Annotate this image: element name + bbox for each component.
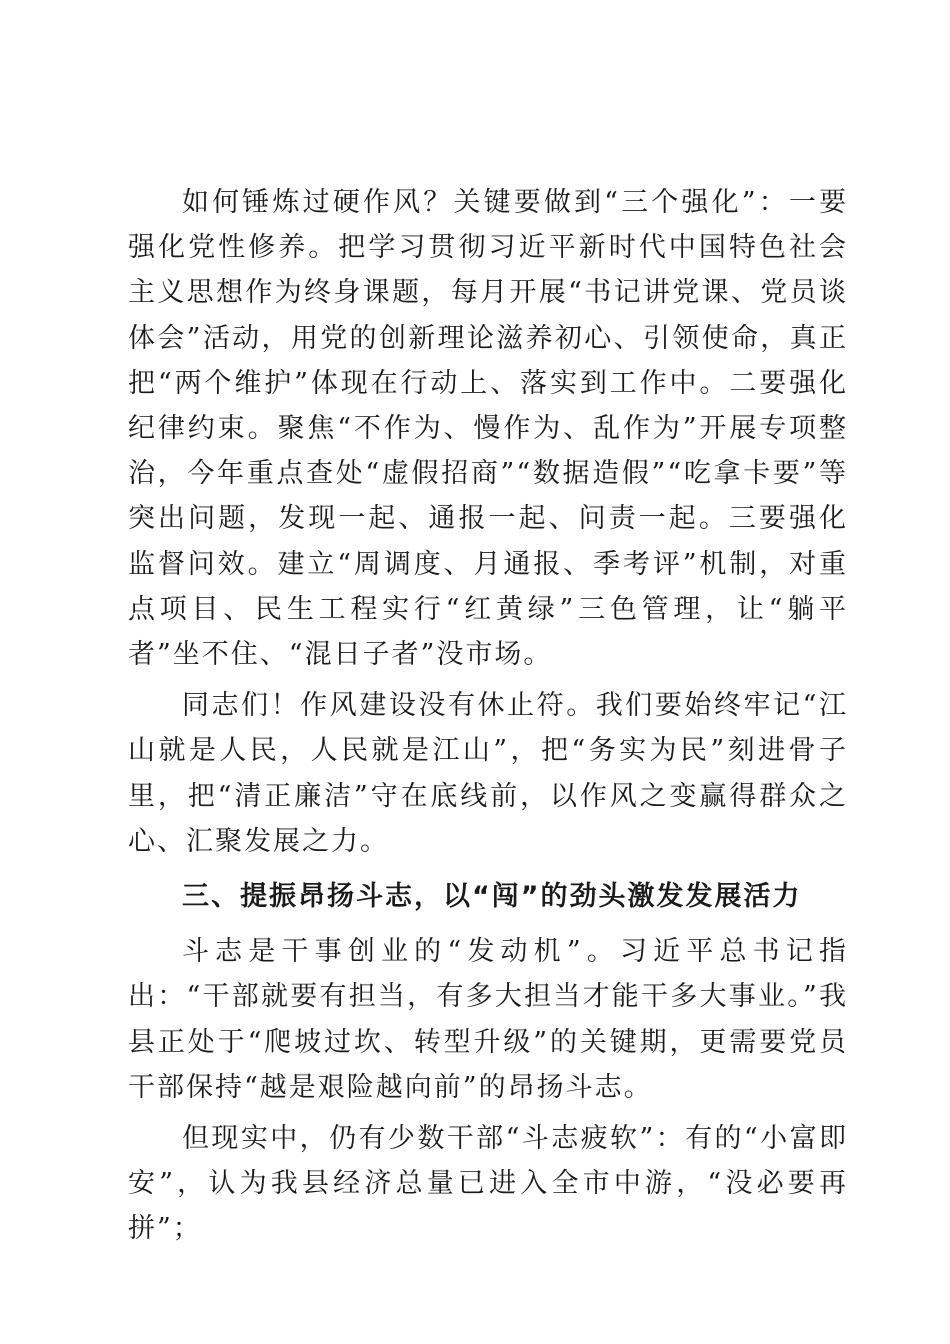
section-heading: 三、提振昂扬斗志，以“闯”的劲头激发发展活力 [182, 881, 802, 913]
paragraph-reality: 但现实中，仍有少数干部“斗志疲软”：有的“小富即安”，认为我县经济总量已进入全市中游，“没必要再拼”； [128, 1123, 848, 1245]
paragraph-fighting-spirit: 斗志是干事创业的“发动机”。习近平总书记指出：“干部就要有担当，有多大担当才能干多大事业。”我县正处于“爬坡过坎、转型升级”的关键期，更需要党员干部保持“越是艰险越向前”的昂扬斗志。 [128, 936, 848, 1103]
paragraph-comrades: 同志们！作风建设没有休止符。我们要始终牢记“江山就是人民，人民就是江山”，把“务实为民”刻进骨子里，把“清正廉洁”守在底线前，以作风之变赢得群众之心、汇聚发展之力。 [128, 690, 848, 857]
document-body [128, 180, 848, 1252]
paragraph-work-style: 如何锤炼过硬作风？关键要做到“三个强化”：一要强化党性修养。把学习贯彻习近平新时代中国特色社会主义思想作为终身课题，每月开展“书记讲党课、党员谈体会”活动，用党的创新理论滋养初心、引领使命，真正把“两个维护”体现在行动上、落实到工作中。二要强化纪律约束。聚焦“不作为、慢作为、乱作为”开展专项整治，今年重点查处“虚假招商”“数据造假”“吃拿卡要”等突出问题，发现一起、通报一起、问责一起。三要强化监督问效。建立“周调度、月通报、季考评”机制，对重点项目、民生工程实行“红黄绿”三色管理，让“躺平者”坐不住、“混日子者”没市场。 [128, 187, 848, 671]
